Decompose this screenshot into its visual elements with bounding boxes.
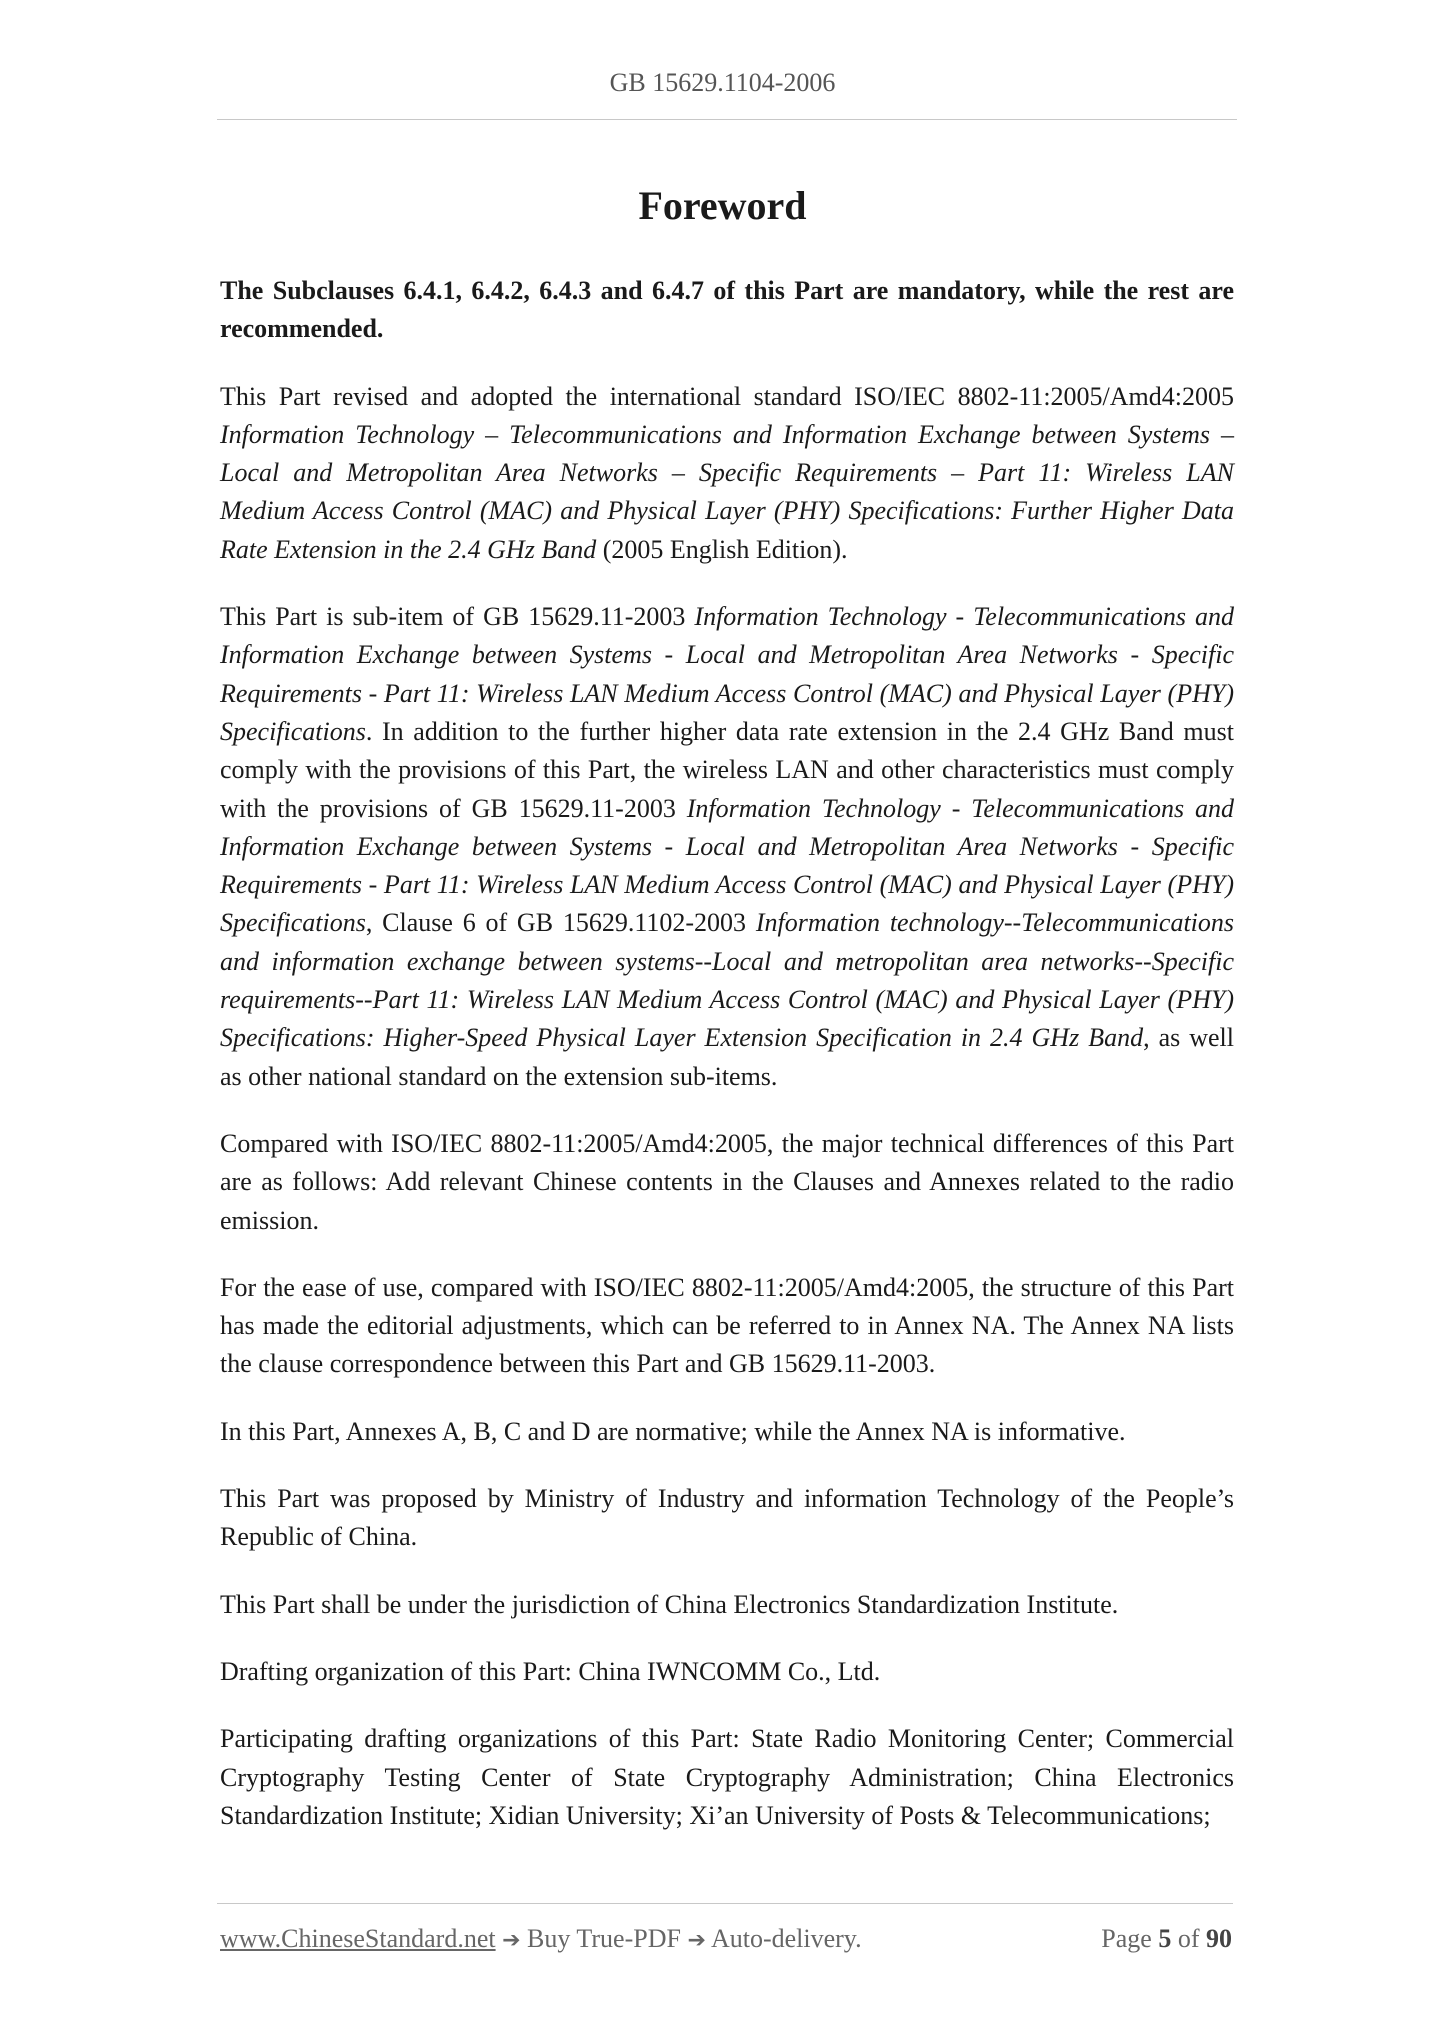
page-footer — [220, 1921, 1232, 1959]
technical-differences-paragraph: Compared with ISO/IEC 8802-11:2005/Amd4:2005, the major technical differences of this Part are as follows: Add relevant Chinese contents in the Clauses and Annexes related to the radio emission. — [220, 1128, 1234, 1235]
current-page-number: 5 — [1158, 1924, 1172, 1953]
adoption-paragraph — [220, 378, 1234, 569]
page-counter — [1101, 1921, 1232, 1957]
editorial-adjustments-paragraph: For the ease of use, compared with ISO/IEC 8802-11:2005/Amd4:2005, the structure of this Part has made the editorial adjustments, which can be referred to in Annex NA. The Annex NA lists the clause correspondence between this Part and GB 15629.11-2003. — [220, 1272, 1234, 1379]
header-divider — [217, 119, 1237, 120]
mandatory-statement: The Subclauses 6.4.1, 6.4.2, 6.4.3 and 6.4.7 of this Part are mandatory, while the rest are recommended. — [220, 276, 1234, 344]
total-pages-number: 90 — [1206, 1924, 1232, 1953]
arrow-right-icon: ➔ — [502, 1928, 521, 1953]
auto-delivery-text: Auto-delivery. — [705, 1924, 862, 1953]
website-link[interactable]: www.ChineseStandard.net — [220, 1924, 496, 1953]
arrow-right-icon: ➔ — [687, 1928, 706, 1953]
foreword-body — [220, 272, 1234, 1864]
sub-item-text-1: This Part is sub-item of GB 15629.11-2003 — [220, 602, 695, 632]
gb-15629-1102-title: Information technology--Telecommunications and information exchange between systems--Local and metropolitan area networks--Specific requirements--Part 11: Wireless LAN Medium Access Control (MAC) and Physical Layer (PHY) Specifications: Higher-Speed Physical Layer Extension Specification in 2.4 GHz Band — [220, 908, 1235, 1053]
drafting-organization-paragraph: Drafting organization of this Part: China IWNCOMM Co., Ltd. — [220, 1656, 881, 1686]
adoption-edition: (2005 English Edition). — [596, 534, 848, 564]
buy-pdf-text: Buy True-PDF — [520, 1924, 688, 1953]
iso-standard-title: Information Technology – Telecommunications and Information Exchange between Systems – Local and Metropolitan Area Networks – Specific Requirements – Part 11: Wireless LAN Medium Access Control (MAC) and Physical Layer (PHY) Specifications: Further Higher Data Rate Extension in the 2.4 GHz Band — [220, 419, 1234, 564]
page-title: Foreword — [638, 183, 807, 228]
proposer-paragraph: This Part was proposed by Ministry of Industry and information Technology of the People’s Republic of China. — [220, 1484, 1234, 1552]
running-header: GB 15629.1104-2006 — [609, 68, 836, 97]
jurisdiction-paragraph: This Part shall be under the jurisdiction of China Electronics Standardization Institute. — [220, 1589, 1119, 1619]
sub-item-paragraph — [220, 598, 1234, 1096]
page-label: Page — [1101, 1924, 1152, 1953]
participating-organizations-paragraph: Participating drafting organizations of this Part: State Radio Monitoring Center; Commercial Cryptography Testing Center of State Cryptography Administration; China Electronics Standardization Institute; Xidian University; Xi’an University of Posts & Telecommunications; — [220, 1724, 1234, 1830]
gb-15629-11-title: Information Technology - Telecommunications and Information Exchange between Systems - Local and Metropolitan Area Networks - Specific Requirements - Part 11: Wireless LAN Medium Access Control (MAC) and Physical Layer (PHY) Specifications — [220, 602, 1234, 746]
gb-15629-11-title-repeat: Information Technology - Telecommunications and Information Exchange between Systems - Local and Metropolitan Area Networks - Specific Requirements - Part 11: Wireless LAN Medium Access Control (MAC) and Physical Layer (PHY) Specifications — [220, 793, 1234, 938]
of-label: of — [1177, 1924, 1200, 1953]
sub-item-text-3: , Clause 6 of GB 15629.1102-2003 — [365, 908, 756, 938]
annexes-paragraph: In this Part, Annexes A, B, C and D are normative; while the Annex NA is informative. — [220, 1416, 1126, 1446]
footer-divider — [217, 1903, 1233, 1904]
sub-item-text-4: , as well as other national standard on the extension sub-items. — [220, 1023, 1235, 1091]
sub-item-text-2: . In addition to the further higher data rate extension in the 2.4 GHz Band must comply with the provisions of this Part, the wireless LAN and other characteristics must comply with the provisions of GB 15629.11-2003 — [220, 716, 1234, 823]
adoption-text: This Part revised and adopted the international standard ISO/IEC 8802-11:2005/Amd4:2005 — [220, 381, 1234, 411]
